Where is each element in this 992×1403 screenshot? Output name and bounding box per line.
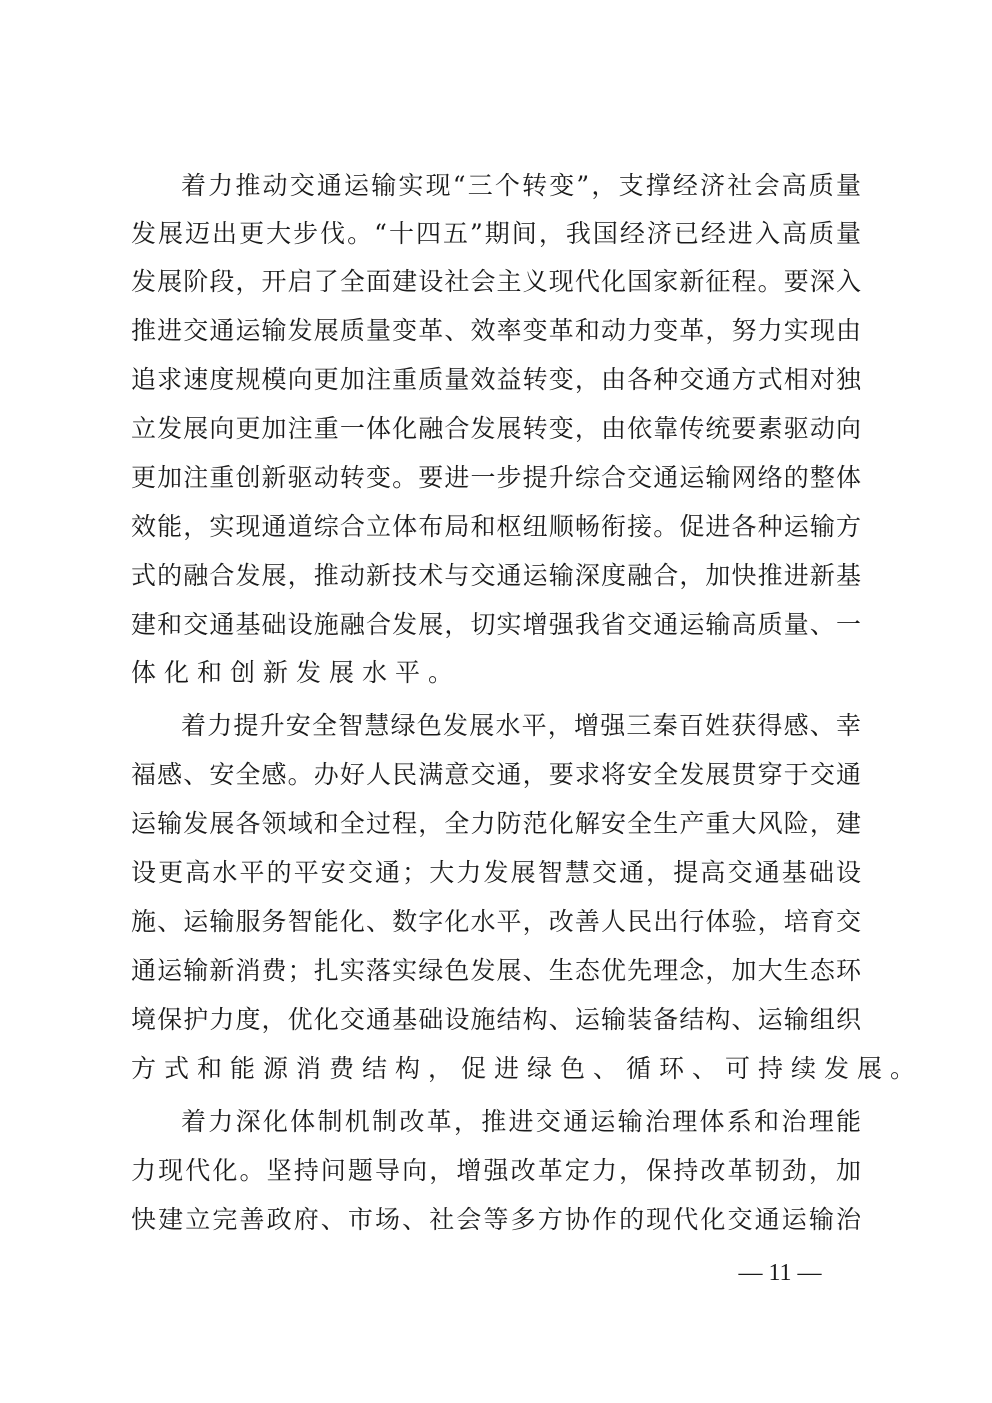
paragraph-1-line-5: 追求速度规模向更加注重质量效益转变，由各种交通方式相对独	[131, 365, 861, 394]
paragraph-3-line-3: 快建立完善政府、市场、社会等多方协作的现代化交通运输治	[131, 1205, 861, 1234]
paragraph-1-line-3: 发展阶段，开启了全面建设社会主义现代化国家新征程。要深入	[131, 267, 861, 296]
paragraph-1-line-2: 发展迈出更大步伐。“十四五”期间，我国经济已经进入高质量	[131, 219, 861, 248]
paragraph-1-line-8: 效能，实现通道综合立体布局和枢纽顺畅衔接。促进各种运输方	[131, 512, 861, 541]
paragraph-1-line-7: 更加注重创新驱动转变。要进一步提升综合交通运输网络的整体	[131, 463, 861, 492]
paragraph-2-line-1: 着力提升安全智慧绿色发展水平，增强三秦百姓获得感、幸	[181, 711, 861, 740]
paragraph-1-line-9: 式的融合发展，推动新技术与交通运输深度融合，加快推进新基	[131, 561, 861, 590]
paragraph-2-line-7: 境保护力度，优化交通基础设施结构、运输装备结构、运输组织	[131, 1005, 861, 1034]
paragraph-2-line-8: 方式和能源消费结构，促进绿色、循环、可持续发展。	[131, 1054, 924, 1083]
paragraph-1-line-6: 立发展向更加注重一体化融合发展转变，由依靠传统要素驱动向	[131, 414, 861, 443]
paragraph-1-line-10: 建和交通基础设施融合发展，切实增强我省交通运输高质量、一	[131, 610, 861, 639]
paragraph-2-line-4: 设更高水平的平安交通；大力发展智慧交通，提高交通基础设	[131, 858, 861, 887]
paragraph-2-line-5: 施、运输服务智能化、数字化水平，改善人民出行体验，培育交	[131, 907, 861, 936]
paragraph-1-line-1: 着力推动交通运输实现“三个转变”，支撑经济社会高质量	[181, 171, 861, 200]
paragraph-3-line-1: 着力深化体制机制改革，推进交通运输治理体系和治理能	[181, 1107, 861, 1136]
paragraph-1-line-11: 体化和创新发展水平。	[131, 658, 462, 687]
paragraph-3-line-2: 力现代化。坚持问题导向，增强改革定力，保持改革韧劲，加	[131, 1156, 861, 1185]
paragraph-2-line-6: 通运输新消费；扎实落实绿色发展、生态优先理念，加大生态环	[131, 956, 861, 985]
page-number: — 11 —	[738, 1260, 822, 1286]
paragraph-2-line-3: 运输发展各领域和全过程，全力防范化解安全生产重大风险，建	[131, 809, 861, 838]
paragraph-1-line-4: 推进交通运输发展质量变革、效率变革和动力变革，努力实现由	[131, 316, 861, 345]
paragraph-2-line-2: 福感、安全感。办好人民满意交通，要求将安全发展贯穿于交通	[131, 760, 861, 789]
